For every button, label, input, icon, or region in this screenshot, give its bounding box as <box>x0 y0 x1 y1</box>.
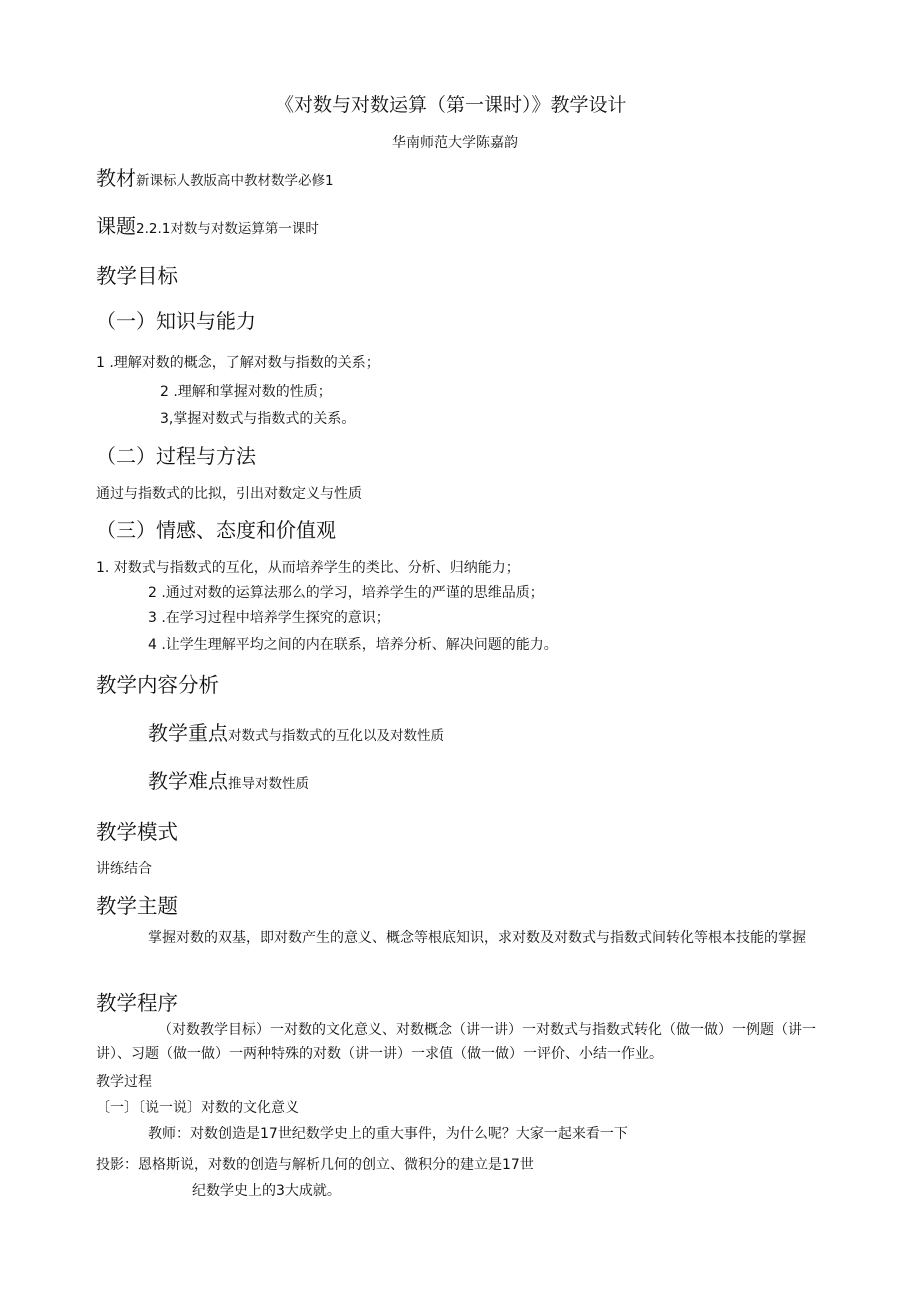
key-point-value: 对数式与指数式的互化以及对数性质 <box>228 728 444 744</box>
textbook-label: 教材 <box>96 166 136 190</box>
topic-value: 2.2.1对数与对数运算第一课时 <box>136 221 319 237</box>
procedure-text: （对数教学目标）一对数的文化意义、对数概念（讲一讲）一对数式与指数式转化（做一做）一例题（讲一讲）、习题（做一做）一两种特殊的对数（讲一讲）一求值（做一做）一评价、小结一作业。 <box>96 1022 816 1062</box>
emotion-item: 2 .通过对数的运算法那么的学习，培养学生的严谨的思维品质； <box>148 585 544 601</box>
theme-heading: 教学主题 <box>96 894 178 918</box>
topic-label: 课题 <box>96 214 136 238</box>
difficulty-line <box>148 765 309 794</box>
mode-text: 讲练结合 <box>96 861 152 877</box>
teacher-line: 教师：对数创造是17世纪数学史上的重大事件，为什么呢？大家一起来看一下 <box>148 1126 628 1142</box>
emotion-heading: （三）情感、态度和价值观 <box>96 518 336 542</box>
topic-line <box>96 210 319 239</box>
key-point-label: 教学重点 <box>148 721 228 745</box>
emotion-item: 4 .让学生理解平均之间的内在联系，培养分析、解决问题的能力。 <box>148 637 558 653</box>
theme-text: 掌握对数的双基，即对数产生的意义、概念等根底知识，求对数及对数式与指数式间转化等根本技能的掌握 <box>148 930 806 946</box>
knowledge-item: 2 .理解和掌握对数的性质； <box>160 384 332 400</box>
key-point-line <box>148 717 444 746</box>
process-heading: （二）过程与方法 <box>96 444 256 468</box>
emotion-item: 3 .在学习过程中培养学生探究的意识； <box>148 610 390 626</box>
projection-line-2: 纪数学史上的3大成就。 <box>192 1183 341 1199</box>
document-title: 《对数与对数运算（第一课时）》教学设计 <box>275 94 627 116</box>
author-line: 华南师范大学陈嘉韵 <box>392 135 518 151</box>
knowledge-item: 3,掌握对数式与指数式的关系。 <box>160 411 356 427</box>
step1-heading: 〔一〕〔说一说〕对数的文化意义 <box>96 1100 299 1116</box>
projection-line-1: 投影：恩格斯说，对数的创造与解析几何的创立、微积分的建立是17世 <box>96 1157 534 1173</box>
mode-heading: 教学模式 <box>96 820 178 844</box>
difficulty-label: 教学难点 <box>148 769 228 793</box>
textbook-value: 新课标人教版高中教材数学必修1 <box>136 173 334 189</box>
objectives-heading: 教学目标 <box>96 264 178 288</box>
knowledge-item: 1 .理解对数的概念，了解对数与指数的关系； <box>96 355 380 371</box>
procedure-heading: 教学程序 <box>96 991 178 1015</box>
difficulty-value: 推导对数性质 <box>228 776 309 792</box>
textbook-line <box>96 162 334 191</box>
process-label: 教学过程 <box>96 1074 152 1090</box>
emotion-item: 1. 对数式与指数式的互化，从而培养学生的类比、分析、归纳能力； <box>96 560 520 576</box>
content-analysis-heading: 教学内容分析 <box>96 673 219 697</box>
process-text: 通过与指数式的比拟，引出对数定义与性质 <box>96 486 362 502</box>
knowledge-heading: （一）知识与能力 <box>96 309 256 333</box>
